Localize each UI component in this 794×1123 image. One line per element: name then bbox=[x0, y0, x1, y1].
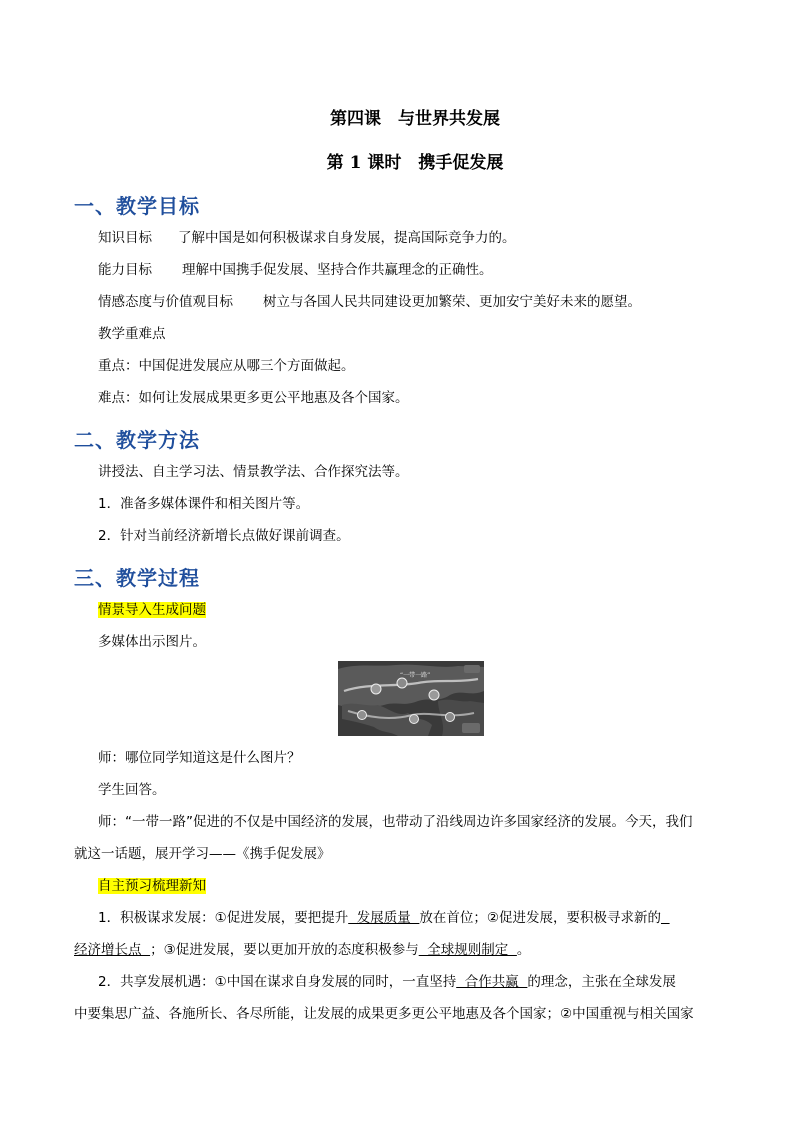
fill-blank-answer: 合作共赢 bbox=[456, 974, 528, 990]
highlighted-stage-label: 情景导入生成问题 bbox=[98, 602, 206, 618]
key-points-title: 教学重难点 bbox=[98, 326, 166, 342]
emotion-label: 情感态度与价值观目标 bbox=[98, 294, 233, 310]
show-picture-text: 多媒体出示图片。 bbox=[98, 634, 206, 650]
ability-label: 能力目标 bbox=[98, 262, 152, 278]
method-item-2: 2．针对当前经济新增长点做好课前调查。 bbox=[98, 528, 350, 544]
lesson-subtitle: 第 1 课时 携手促发展 bbox=[326, 153, 504, 173]
stage-preview bbox=[98, 877, 206, 895]
student-answer: 学生回答。 bbox=[98, 782, 166, 798]
teacher-intro-line-2: 就这一话题，展开学习——《携手促发展》 bbox=[74, 846, 331, 862]
map-label: “一带一路” bbox=[400, 672, 431, 679]
belt-and-road-map-image bbox=[338, 661, 484, 736]
emotion-text: 树立与各国人民共同建设更加繁荣、更加安宁美好未来的愿望。 bbox=[263, 294, 641, 310]
point-1-line-2: 经济增长点 ；③促进发展，要以更加开放的态度积极参与 全球规则制定 。 bbox=[74, 942, 531, 958]
point-2-line-2: 中要集思广益、各施所长、各尽所能，让发展的成果更多更公平地惠及各个国家；②中国重视与相关国家 bbox=[74, 1006, 694, 1022]
fill-blank-answer bbox=[661, 910, 670, 926]
methods-text: 讲授法、自主学习法、情景教学法、合作探究法等。 bbox=[98, 464, 409, 480]
fill-blank-answer: 发展质量 bbox=[348, 910, 420, 926]
key-point: 重点：中国促进发展应从哪三个方面做起。 bbox=[98, 358, 355, 374]
fill-blank-answer: 全球规则制定 bbox=[418, 942, 517, 958]
knowledge-label: 知识目标 bbox=[98, 230, 152, 246]
fill-blank-answer: 经济增长点 bbox=[74, 942, 151, 958]
highlighted-stage-label: 自主预习梳理新知 bbox=[98, 878, 206, 894]
point-2-line-1: 2．共享发展机遇：①中国在谋求自身发展的同时，一直坚持 合作共赢 的理念，主张在全球发展 bbox=[98, 974, 676, 990]
teacher-intro-line-1: 师：“一带一路”促进的不仅是中国经济的发展，也带动了沿线周边许多国家经济的发展。今天，我们 bbox=[98, 814, 693, 830]
section-heading-objectives: 一、教学目标 bbox=[74, 194, 200, 218]
teacher-question: 师：哪位同学知道这是什么图片？ bbox=[98, 750, 301, 766]
point-1-line-1: 1．积极谋求发展：①促进发展，要把提升 发展质量 放在首位；②促进发展，要积极寻求新的 bbox=[98, 909, 746, 927]
section-heading-process: 三、教学过程 bbox=[74, 566, 200, 590]
lesson-title: 第四课 与世界共发展 bbox=[330, 109, 500, 129]
ability-objective bbox=[98, 261, 493, 279]
stage-intro bbox=[98, 601, 206, 619]
section-heading-methods: 二、教学方法 bbox=[74, 428, 200, 452]
knowledge-text: 了解中国是如何积极谋求自身发展，提高国际竞争力的。 bbox=[178, 230, 516, 246]
ability-text: 理解中国携手促发展、坚持合作共赢理念的正确性。 bbox=[182, 262, 493, 278]
difficult-point: 难点：如何让发展成果更多更公平地惠及各个国家。 bbox=[98, 390, 409, 406]
method-item-1: 1．准备多媒体课件和相关图片等。 bbox=[98, 496, 310, 512]
knowledge-objective bbox=[98, 229, 516, 247]
emotion-objective bbox=[98, 293, 641, 311]
